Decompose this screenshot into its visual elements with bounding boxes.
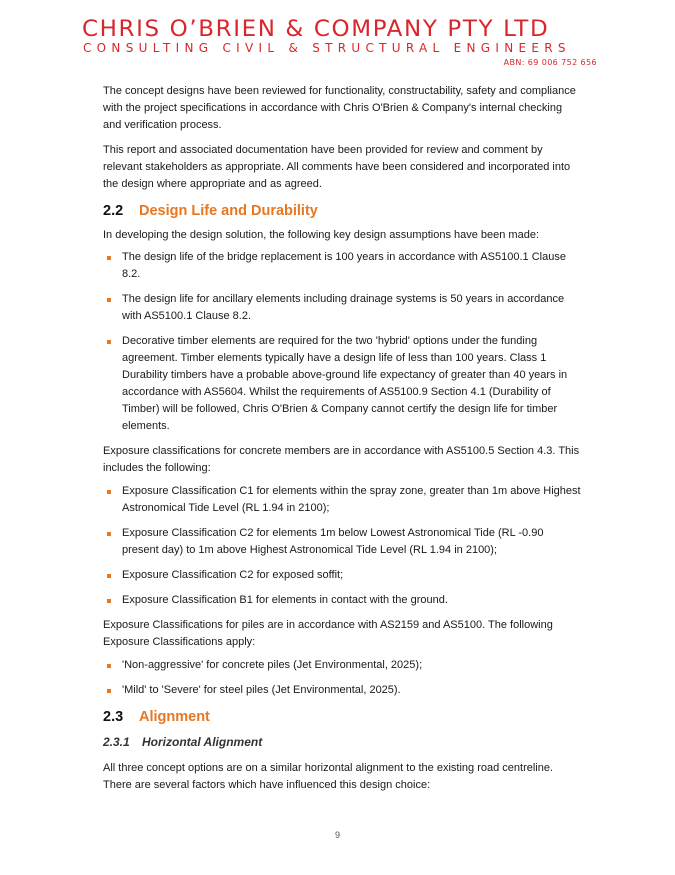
assumptions-lead: In developing the design solution, the following key design assumptions have been made:: [103, 229, 540, 241]
bullet-icon: [107, 298, 111, 302]
section-heading-2-2: [103, 201, 583, 221]
alignment-paragraph: All three concept options are on a similar horizontal alignment to the existing road centreline. There are several factors which have influenced this design choice:: [103, 762, 554, 791]
list-item: [103, 291, 583, 325]
intro-paragraph: The concept designs have been reviewed for functionality, constructability, safety and compliance with the project specifications in accordance with Chris O'Brien & Company's internal checking and verification process.: [103, 85, 576, 131]
bullet-icon: [107, 490, 111, 494]
document-body: [103, 83, 583, 802]
intro-paragraph: This report and associated documentation have been provided for review and comment by relevant stakeholders as appropriate. All comments have been considered and incorporated into the design where appropriate and as agreed.: [103, 144, 571, 190]
company-name: CHRIS O’BRIEN & COMPANY PTY LTD: [82, 17, 550, 42]
list-item-text: 'Mild' to 'Severe' for steel piles (Jet Environmental, 2025).: [122, 684, 401, 696]
list-item: [103, 525, 583, 559]
piles-list: [103, 657, 583, 699]
section-title: Alignment: [139, 709, 210, 725]
page-number: 9: [334, 830, 340, 840]
exposure-lead: Exposure classifications for concrete members are in accordance with AS5100.5 Section 4.3. This includes the following:: [103, 445, 580, 474]
section-number: 2.2: [103, 203, 124, 219]
list-item-text: Decorative timber elements are required for the two 'hybrid' options under the funding agreement. Timber elements typically have a design life of less than 100 years. Class 1 Durability timbers have a probable above-ground life expectancy of greater than 40 years in accordance with AS5604. Whilst the requirements of AS5100.9 Section 4.1 (Durability of Timber) will be followed, Chris O'Brien & Company cannot certify the design life for timber elements.: [122, 335, 568, 432]
section-heading-2-3: [103, 707, 583, 727]
list-item-text: The design life for ancillary elements including drainage systems is 50 years in accordance with AS5100.1 Clause 8.2.: [122, 293, 565, 322]
subsection-title: Horizontal Alignment: [142, 735, 263, 749]
bullet-icon: [107, 340, 111, 344]
company-tagline: CONSULTING CIVIL & STRUCTURAL ENGINEERS: [83, 41, 571, 55]
list-item-text: Exposure Classification C2 for elements 1m below Lowest Astronomical Tide (RL -0.90 present day) to 1m above Highest Astronomical Tide Level (RL 1.94 in 2100);: [122, 527, 544, 556]
list-item-text: Exposure Classification C2 for exposed soffit;: [122, 569, 344, 581]
section-number: 2.3: [103, 709, 124, 725]
list-item: [103, 682, 583, 699]
list-item: [103, 567, 583, 584]
bullet-icon: [107, 256, 111, 260]
exposure-list: [103, 483, 583, 609]
bullet-icon: [107, 689, 111, 693]
list-item-text: Exposure Classification C1 for elements within the spray zone, greater than 1m above Highest Astronomical Tide Level (RL 1.94 in 2100);: [122, 485, 581, 514]
company-abn: ABN: 69 006 752 656: [503, 58, 597, 67]
subsection-number: 2.3.1: [103, 735, 130, 749]
bullet-icon: [107, 574, 111, 578]
assumptions-list: [103, 249, 583, 435]
list-item: [103, 249, 583, 283]
bullet-icon: [107, 599, 111, 603]
subsection-heading-2-3-1: [103, 733, 583, 751]
bullet-icon: [107, 532, 111, 536]
list-item: [103, 333, 583, 435]
list-item-text: The design life of the bridge replacement is 100 years in accordance with AS5100.1 Clause 8.2.: [122, 251, 566, 280]
list-item-text: 'Non-aggressive' for concrete piles (Jet Environmental, 2025);: [122, 659, 423, 671]
list-item: [103, 592, 583, 609]
bullet-icon: [107, 664, 111, 668]
list-item-text: Exposure Classification B1 for elements in contact with the ground.: [122, 594, 448, 606]
list-item: [103, 657, 583, 674]
section-title: Design Life and Durability: [139, 203, 318, 219]
piles-lead: Exposure Classifications for piles are in accordance with AS2159 and AS5100. The following Exposure Classifications apply:: [103, 619, 553, 648]
list-item: [103, 483, 583, 517]
